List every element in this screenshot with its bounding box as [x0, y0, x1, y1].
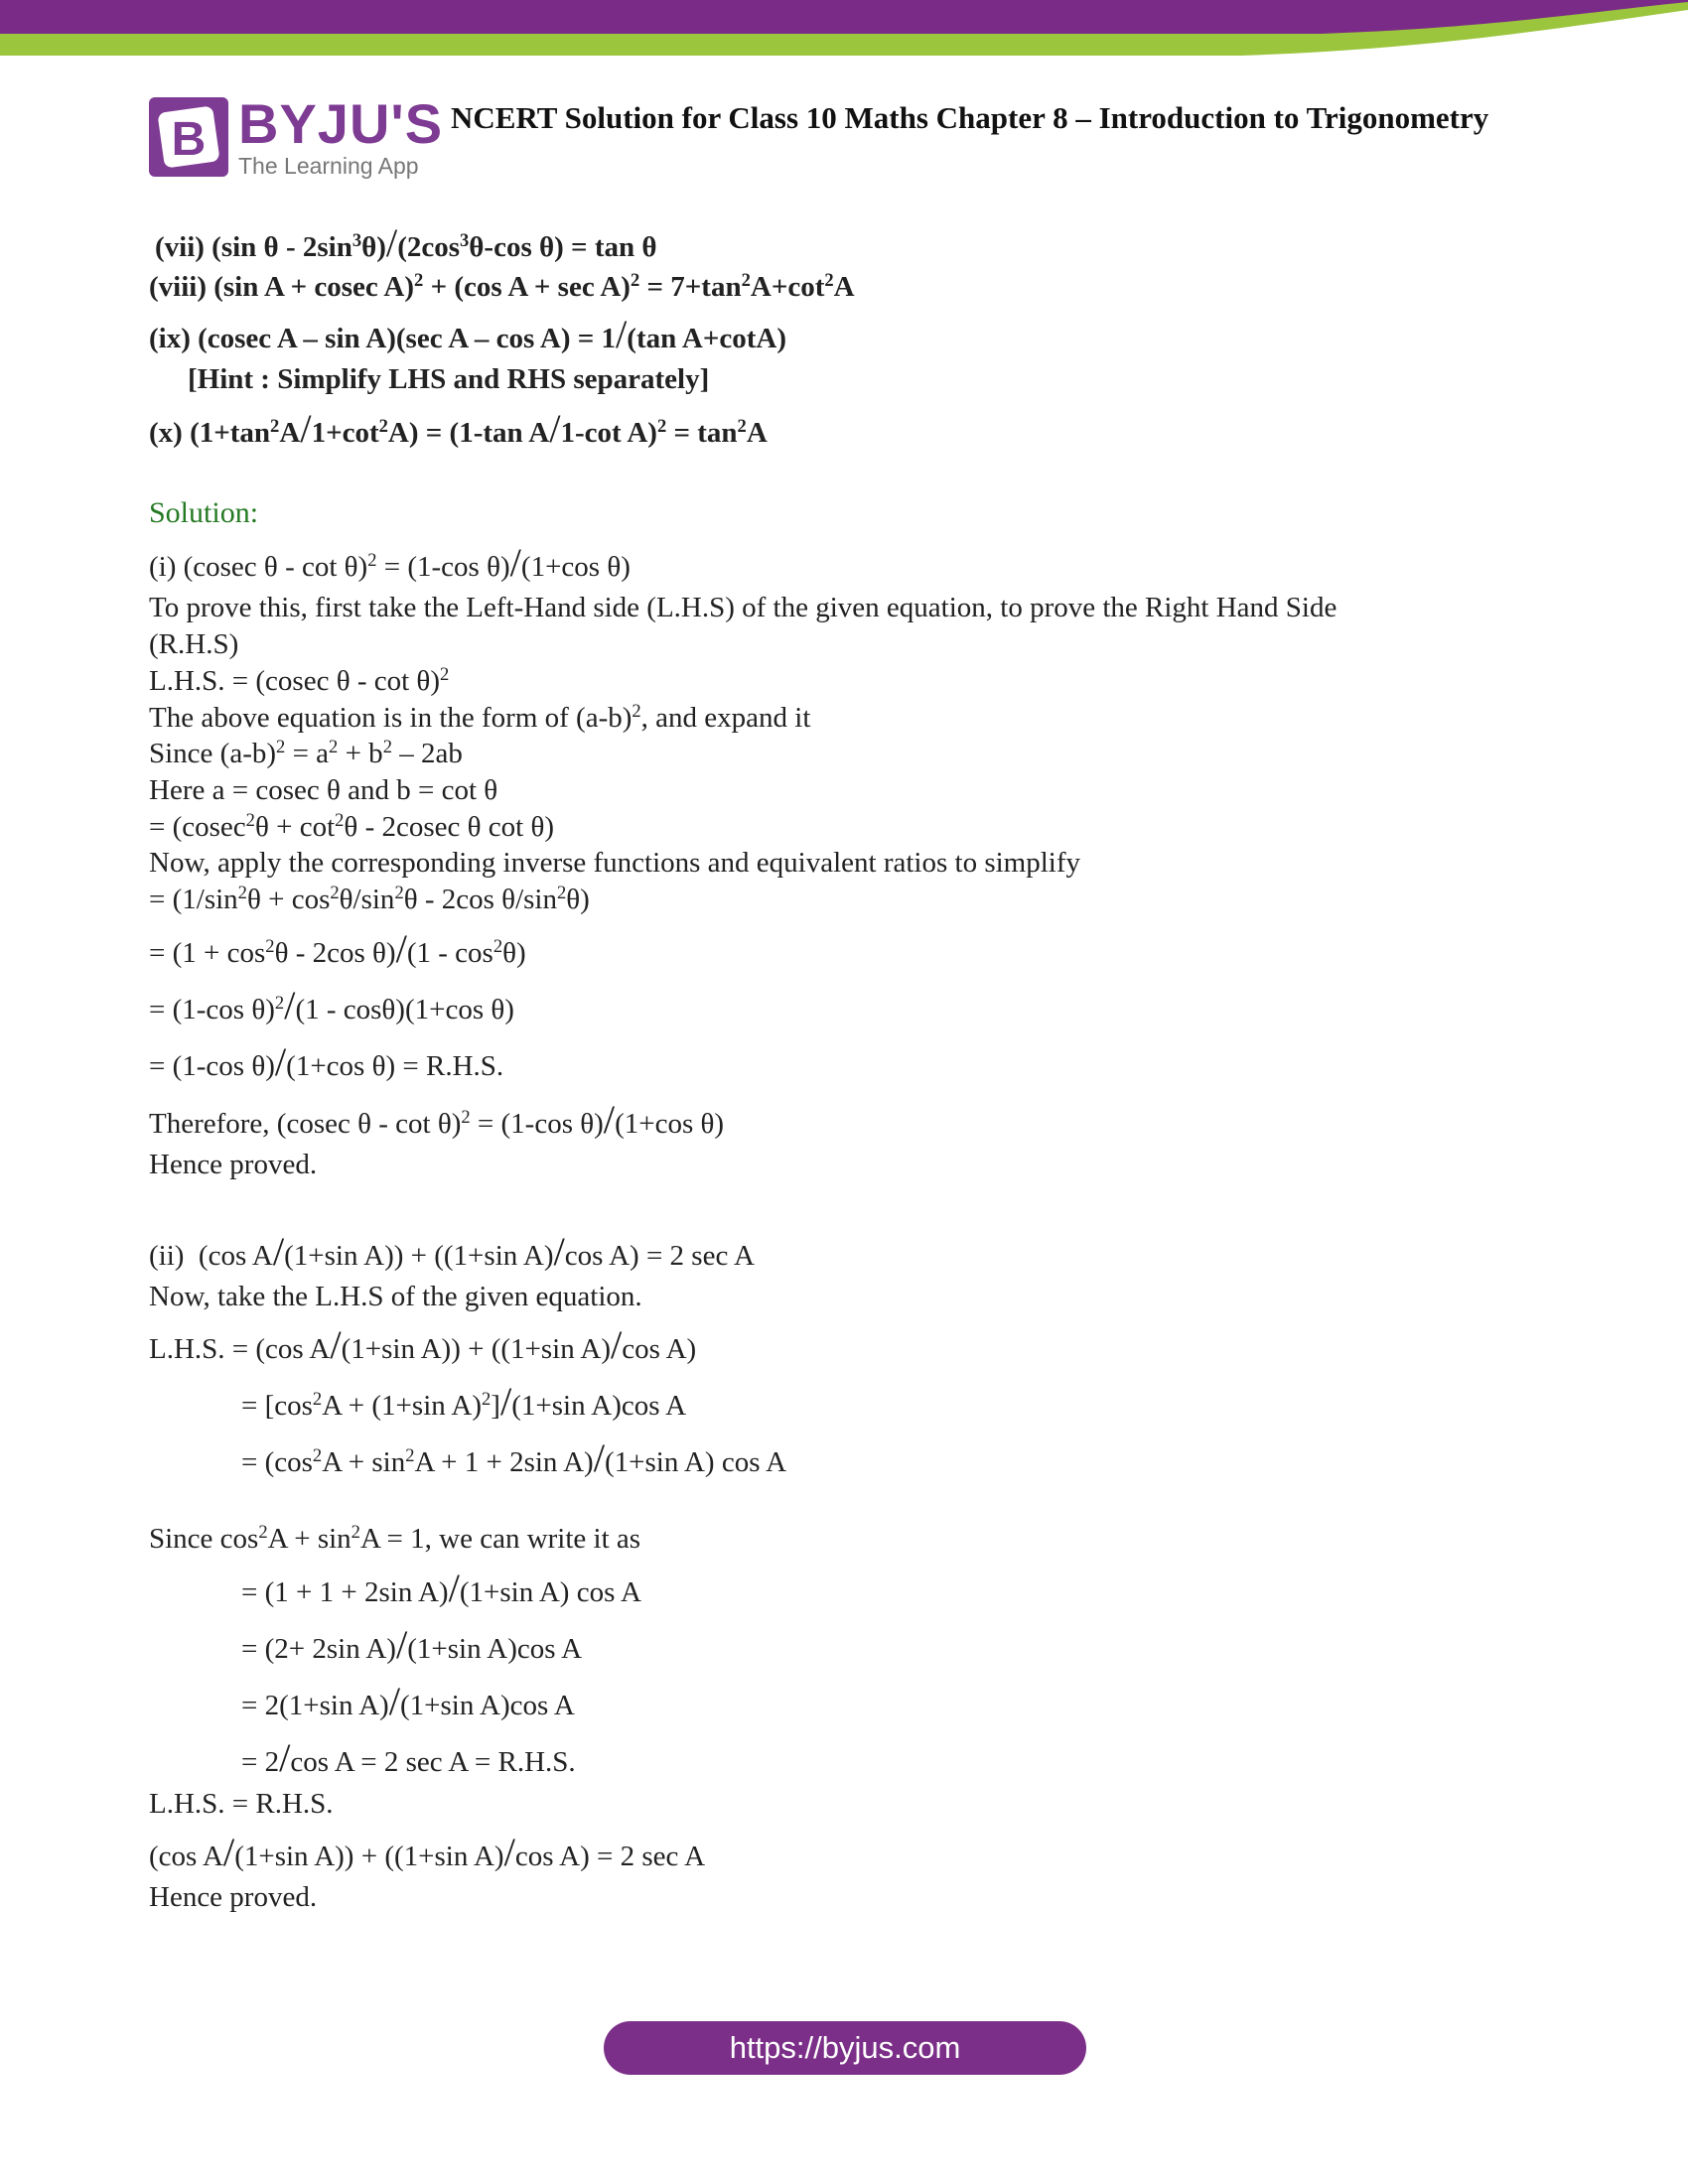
header-band	[0, 0, 1688, 60]
proof-i-step-1: The above equation is in the form of $(a-b)^2$, and expand it	[149, 700, 811, 734]
proof-i-step-2: Since $(a-b)^2 = a^2 + b^2 - 2ab$	[149, 736, 463, 769]
proof-i-statement: (i) (cosec θ - cot θ)$^2$ = (1-cos θ)/(1+cos θ)	[149, 540, 631, 585]
question-viii: (viii) (sin A + cosec A)$^2$ + (cos $A + \sec A)^2 = 7+\tan^2A+\cot^2A$	[149, 269, 855, 303]
proof-ii-step-8: L.H.S. = R.H.S.	[149, 1788, 334, 1820]
footer-url-link[interactable]: https://byjus.com	[604, 2021, 1086, 2075]
question-ix: (ix) (cosec A – sin A)(sec A – cos A) = 1/(tan A+cotA)	[149, 312, 786, 356]
proof-ii-step-5: = (2+ 2sin A)/(1+sin A)cos A	[241, 1622, 583, 1667]
proof-ii-step-3: Since $\cos^2A + \sin^2A = 1$, we can write it as	[149, 1521, 641, 1555]
proof-i-step-3: Here a = cosec θ and b = cot θ	[149, 774, 498, 806]
proof-i-step-6: = ($1/\sin^2\theta + \cos^2\theta/\sin^2\theta - 2\cos$ $\theta/\sin^2\theta$)	[149, 882, 590, 915]
question-vii: (vii) (sin θ - $2\sin^3\theta)/(2\cos^3\theta-\cos$ θ) = tan θ	[155, 220, 657, 265]
proof-ii-conclusion: (cos A/(1+sin A)) + ((1+sin A)/cos A) = 2 sec A	[149, 1830, 706, 1874]
document-title: NCERT Solution for Class 10 Maths Chapter 8 – Introduction to Trigonometry	[451, 100, 1489, 135]
byjus-logo	[149, 92, 444, 181]
proof-i-step-8: = (1-cos θ)$^2$/(1 - cosθ)(1+cos θ)	[149, 983, 514, 1027]
solution-heading: Solution:	[149, 496, 259, 529]
proof-i-step-9: = (1-cos θ)/(1+cos θ) = R.H.S.	[149, 1039, 504, 1084]
question-x: (x) $(1+\tan^2A/1+\cot^2A) = (1-\tan$ A/1-cot $A)^2 = \tan^2A$	[149, 406, 768, 451]
proof-ii-text-1: Now, take the L.H.S of the given equation.	[149, 1281, 642, 1312]
hint: [Hint : Simplify LHS and RHS separately]	[188, 363, 710, 395]
proof-ii-step-6: = 2(1+sin A)/(1+sin A)cos A	[241, 1679, 575, 1723]
proof-i-text-2: (R.H.S)	[149, 628, 239, 660]
proof-i-step-7: = ($1 + \cos^2\theta - 2\cos$ $\theta)/(1 - \cos^2\theta)$	[149, 926, 526, 971]
proof-ii-step-4: = (1 + 1 + 2sin A)/(1+sin A) cos A	[241, 1566, 641, 1610]
logo-tagline: The Learning App	[238, 153, 419, 179]
logo-b-icon	[149, 97, 228, 177]
proof-ii-statement: (ii) (cos A/(1+sin A)) + ((1+sin A)/cos A) = 2 sec A	[149, 1229, 755, 1274]
proof-i-lhs: L.H.S. = (cosec θ - cot θ)$^2$	[149, 663, 450, 697]
proof-ii-step-7: = 2/cos A = 2 sec A = R.H.S.	[241, 1735, 576, 1780]
proof-i-hence: Hence proved.	[149, 1149, 318, 1180]
proof-ii-step-1: = [$\cos^2A + (1+\sin$ A)$^2$]/(1+sin A)cos A	[241, 1379, 687, 1424]
proof-i-conclusion: Therefore, (cosec θ - cot θ)$^2$ = (1-cos θ)/(1+cos θ)	[149, 1097, 725, 1142]
proof-i-text-1: To prove this, first take the Left-Hand side (L.H.S) of the given equation, to prove the Right Hand Side	[149, 592, 1337, 623]
proof-ii-step-2: = ($\cos^2A + \sin^2A + 1 + 2\sin$ A)/(1+sin A) cos A	[241, 1435, 787, 1480]
proof-i-step-5: Now, apply the corresponding inverse functions and equivalent ratios to simplify	[149, 847, 1080, 879]
proof-ii-hence: Hence proved.	[149, 1881, 318, 1913]
proof-ii-lhs: L.H.S. = (cos A/(1+sin A)) + ((1+sin A)/cos A)	[149, 1322, 697, 1367]
proof-i-step-4: = ($cosec^2\theta + \cot^2\theta - 2cosec$ θ cot θ)	[149, 809, 554, 843]
svg-text:B: B	[171, 113, 207, 166]
logo-brand: BYJU'S	[238, 92, 444, 155]
